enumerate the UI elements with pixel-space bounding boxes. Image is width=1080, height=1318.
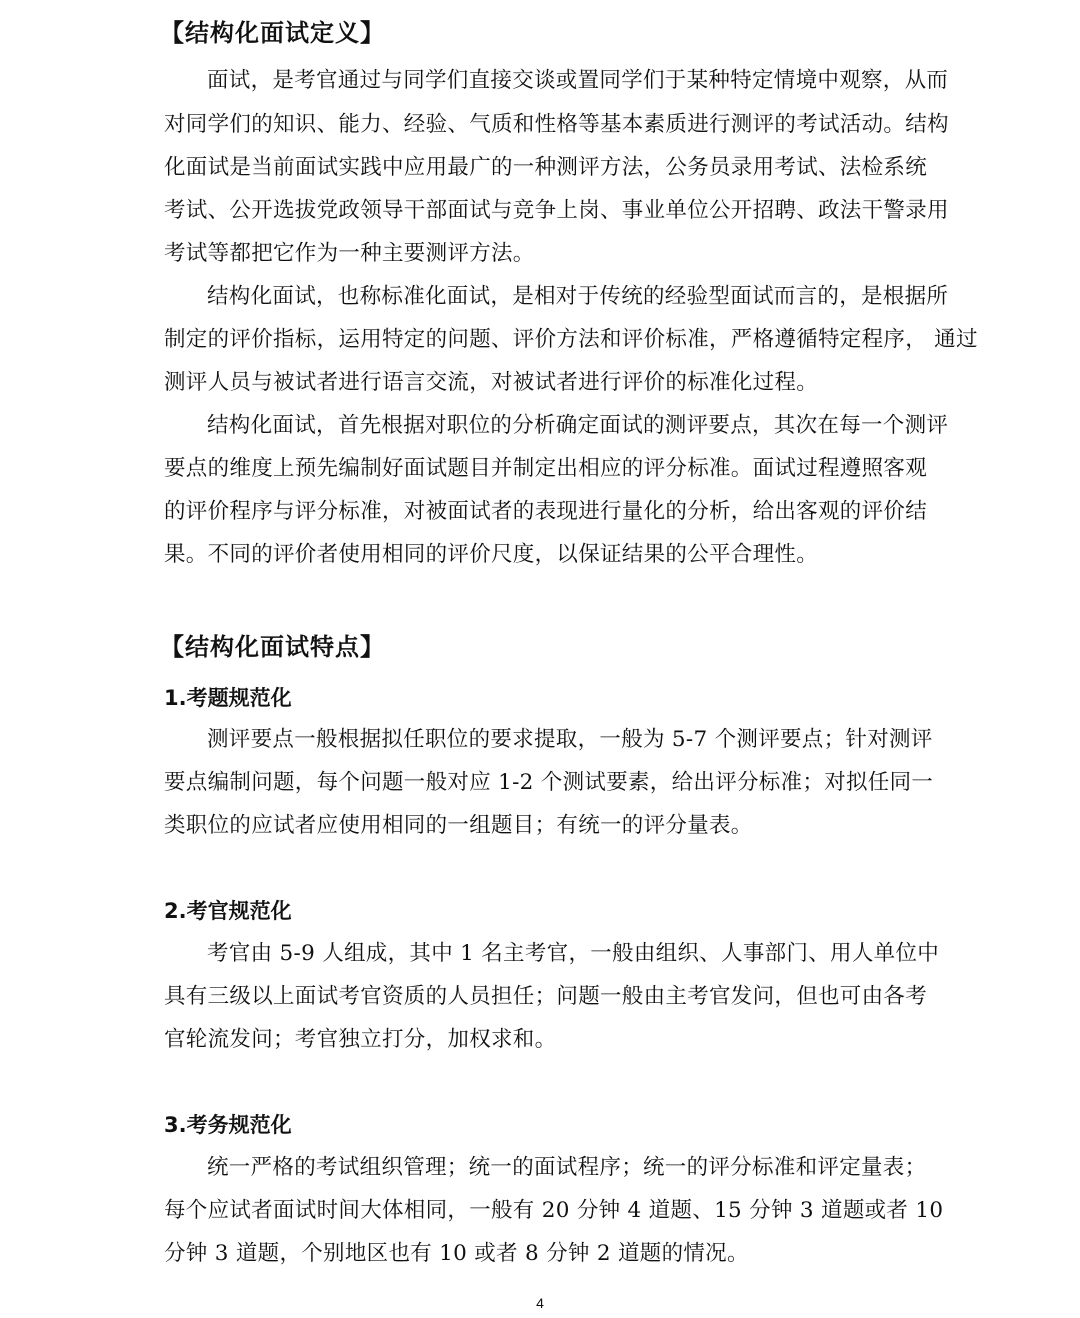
section-heading-definition: 【结构化面试定义】 — [160, 19, 385, 47]
item-title-administration: 3.考务规范化 — [164, 1113, 292, 1137]
item-title-examiners: 2.考官规范化 — [164, 899, 292, 923]
item-line: 分钟 3 道题，个别地区也有 10 或者 8 分钟 2 道题的情况。 — [164, 1241, 749, 1266]
item-line: 测评要点一般根据拟任职位的要求提取，一般为 5-7 个测评要点；针对测评 — [207, 727, 933, 752]
paragraph-line: 的评价程序与评分标准，对被面试者的表现进行量化的分析，给出客观的评价结 — [164, 499, 928, 524]
paragraph-line: 考试等都把它作为一种主要测评方法。 — [164, 241, 535, 266]
item-line: 考官由 5-9 人组成，其中 1 名主考官，一般由组织、人事部门、用人单位中 — [207, 941, 940, 966]
item-line: 统一严格的考试组织管理；统一的面试程序；统一的评分标准和评定量表； — [207, 1155, 927, 1180]
paragraph-line: 面试，是考官通过与同学们直接交谈或置同学们于某种特定情境中观察，从而 — [207, 68, 949, 93]
item-line: 官轮流发问；考官独立打分，加权求和。 — [164, 1027, 557, 1052]
item-line: 具有三级以上面试考官资质的人员担任；问题一般由主考官发问，但也可由各考 — [164, 984, 928, 1009]
item-line: 每个应试者面试时间大体相同，一般有 20 分钟 4 道题、15 分钟 3 道题或者 10 — [164, 1198, 944, 1223]
item-title-questions: 1.考题规范化 — [164, 686, 292, 710]
paragraph-line: 对同学们的知识、能力、经验、气质和性格等基本素质进行测评的考试活动。结构 — [164, 112, 949, 137]
paragraph-line: 考试、公开选拔党政领导干部面试与竞争上岗、事业单位公开招聘、政法干警录用 — [164, 198, 949, 223]
paragraph-line: 结构化面试，首先根据对职位的分析确定面试的测评要点，其次在每一个测评 — [207, 413, 949, 438]
paragraph-line: 测评人员与被试者进行语言交流，对被试者进行评价的标准化过程。 — [164, 370, 819, 395]
paragraph-line: 果。不同的评价者使用相同的评价尺度，以保证结果的公平合理性。 — [164, 542, 819, 567]
item-line: 类职位的应试者应使用相同的一组题目；有统一的评分量表。 — [164, 813, 753, 838]
section-heading-features: 【结构化面试特点】 — [160, 633, 385, 661]
paragraph-line: 化面试是当前面试实践中应用最广的一种测评方法，公务员录用考试、法检系统 — [164, 155, 928, 180]
paragraph-line: 结构化面试，也称标准化面试，是相对于传统的经验型面试而言的，是根据所 — [207, 284, 949, 309]
item-line: 要点编制问题，每个问题一般对应 1-2 个测试要素，给出评分标准；对拟任同一 — [164, 770, 934, 795]
paragraph-line: 制定的评价指标，运用特定的问题、评价方法和评价标准，严格遵循特定程序， 通过 — [164, 327, 978, 352]
page-number: 4 — [536, 1295, 544, 1311]
paragraph-line: 要点的维度上预先编制好面试题目并制定出相应的评分标准。面试过程遵照客观 — [164, 456, 928, 481]
